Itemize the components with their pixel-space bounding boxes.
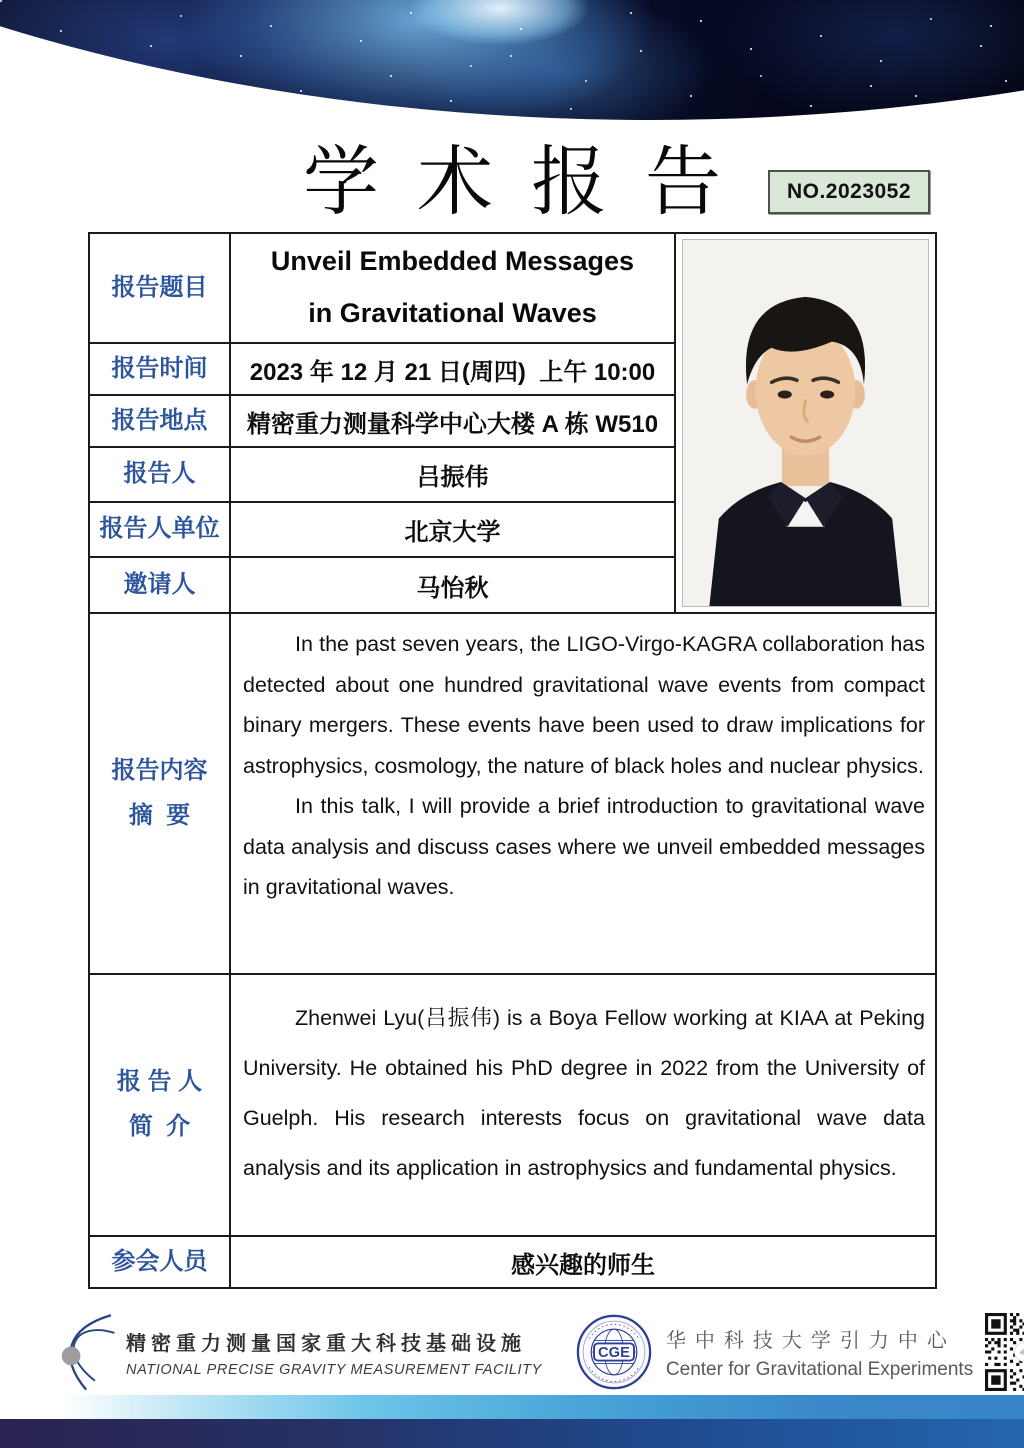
abstract-paragraph-1: In the past seven years, the LIGO-Virgo-KAGRA collaboration has detected about one hundred gravitational wave events from compact binary mergers. These events have been used to draw implications for astrophysics, cosmology, the nature of black holes and nuclear physics. bbox=[243, 632, 925, 778]
bio-label-line1: 报 告 人 bbox=[116, 1068, 203, 1096]
venue-label: 报告地点 bbox=[90, 396, 231, 448]
facility-name-cn: 精密重力测量国家重大科技基础设施 bbox=[126, 1332, 526, 1355]
facility-text bbox=[126, 1327, 542, 1378]
bio-label-line2: 简 介 bbox=[128, 1113, 191, 1140]
affiliation-label: 报告人单位 bbox=[90, 503, 231, 558]
bio-label bbox=[90, 975, 231, 1237]
speaker-photo-cell bbox=[676, 234, 935, 614]
title-row bbox=[0, 132, 1024, 232]
footer bbox=[0, 1300, 1024, 1404]
venue-value: 精密重力测量科学中心大楼 A 栋 W510 bbox=[231, 396, 676, 448]
affiliation-value: 北京大学 bbox=[231, 503, 676, 558]
inviter-value: 马怡秋 bbox=[231, 558, 676, 614]
inviter-label: 邀请人 bbox=[90, 558, 231, 614]
bottom-band-light bbox=[0, 1395, 1024, 1419]
speaker-portrait-illustration bbox=[683, 240, 928, 606]
cge-seal-icon bbox=[576, 1314, 652, 1390]
speaker-label: 报告人 bbox=[90, 448, 231, 503]
qr-code-icon bbox=[985, 1313, 1024, 1391]
speaker-value: 吕振伟 bbox=[231, 448, 676, 503]
facility-name-en: NATIONAL PRECISE GRAVITY MEASUREMENT FACILITY bbox=[126, 1361, 542, 1378]
center-name-cn: 华中科技大学引力中心 bbox=[665, 1329, 956, 1352]
speaker-photo bbox=[682, 239, 929, 607]
report-title-value bbox=[231, 234, 676, 344]
abstract-paragraph-2: In this talk, I will provide a brief introduction to gravitational wave data analysis and discuss cases where we unveil embedded messages in gravitational waves. bbox=[243, 794, 925, 899]
abstract-label-line1: 报告内容 bbox=[111, 756, 208, 784]
poster-title: 学术报告 bbox=[303, 137, 759, 226]
report-title-line1: Unveil Embedded Messages bbox=[270, 246, 635, 277]
info-table bbox=[88, 232, 937, 1289]
serial-number-badge: NO.2023052 bbox=[768, 170, 930, 214]
bio-paragraph: Zhenwei Lyu(吕振伟) is a Boya Fellow working at KIAA at Peking University. He obtained his PhD degree in 2022 from the University of Guelph. His research interests focus on gravitational wave data analysis and its application in astrophysics and fundamental physics. bbox=[243, 1006, 925, 1180]
participants-value: 感兴趣的师生 bbox=[511, 1251, 655, 1279]
abstract-label bbox=[90, 614, 231, 975]
participants-label: 参会人员 bbox=[90, 1237, 231, 1287]
report-title-line2: in Gravitational Waves bbox=[308, 298, 597, 328]
center-name-en: Center for Gravitational Experiments bbox=[665, 1358, 974, 1380]
starry-sky-banner bbox=[0, 0, 1024, 132]
cge-logo-block bbox=[576, 1314, 973, 1390]
cge-text bbox=[666, 1324, 973, 1381]
facility-logo-block bbox=[56, 1308, 542, 1396]
facility-orbit-icon bbox=[56, 1308, 118, 1396]
bottom-band-dark bbox=[0, 1419, 1024, 1448]
cge-seal-text: CGE bbox=[597, 1345, 630, 1362]
time-value: 2023 年 12 月 21 日(周四) 上午 10:00 bbox=[231, 344, 676, 396]
bio-text bbox=[231, 975, 935, 1237]
abstract-label-line2: 摘 要 bbox=[128, 801, 191, 829]
report-title-label: 报告题目 bbox=[90, 234, 231, 344]
time-label: 报告时间 bbox=[90, 344, 231, 396]
stars-decoration bbox=[0, 0, 2, 2]
abstract-text bbox=[231, 614, 935, 975]
